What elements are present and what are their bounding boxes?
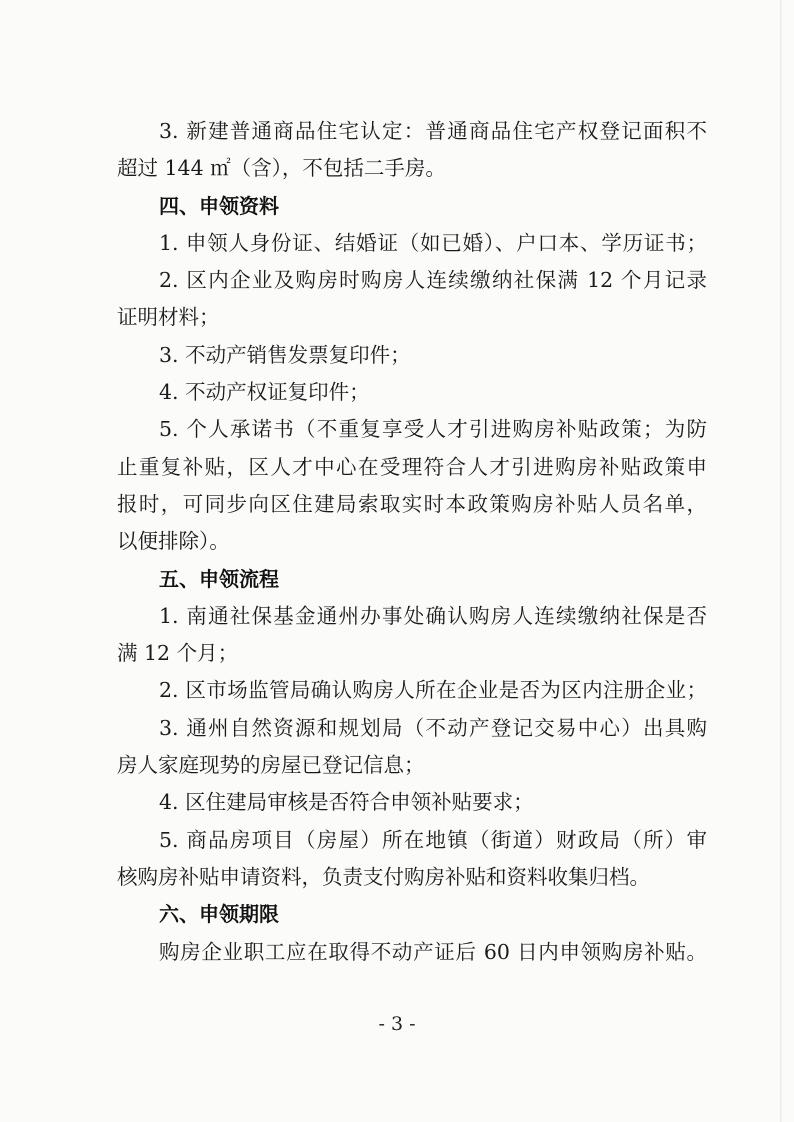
process-item-4: 4. 区住建局审核是否符合申领补贴要求； <box>159 790 534 815</box>
document-body <box>117 113 707 971</box>
materials-item-2-line-2: 证明材料； <box>117 305 220 330</box>
section-heading-application-process: 五、申领流程 <box>159 566 279 591</box>
materials-item-5-line-1: 5. 个人承诺书（不重复享受人才引进购房补贴政策；为防 <box>159 417 707 442</box>
process-item-5-line-1: 5. 商品房项目（房屋）所在地镇（街道）财政局（所）审 <box>159 827 707 852</box>
process-item-1-line-1: 1. 南通社保基金通州办事处确认购房人连续缴纳社保是否 <box>159 603 707 628</box>
scan-edge <box>780 0 782 1122</box>
item-3-new-housing-line-2: 超过 144 ㎡（含），不包括二手房。 <box>117 156 446 181</box>
materials-item-1: 1. 申领人身份证、结婚证（如已婚）、户口本、学历证书； <box>159 230 707 255</box>
materials-item-4: 4. 不动产权证复印件； <box>159 380 370 405</box>
section-heading-application-materials: 四、申领资料 <box>159 193 279 218</box>
deadline-paragraph: 购房企业职工应在取得不动产证后 60 日内申领购房补贴。 <box>159 939 707 964</box>
materials-item-5-line-3: 报时，可同步向区住建局索取实时本政策购房补贴人员名单， <box>117 491 707 516</box>
materials-item-5-line-2: 止重复补贴，区人才中心在受理符合人才引进购房补贴政策申 <box>117 454 707 479</box>
process-item-5-line-2: 核购房补贴申请资料，负责支付购房补贴和资料收集归档。 <box>117 864 650 889</box>
item-3-new-housing-line-1: 3. 新建普通商品住宅认定：普通商品住宅产权登记面积不 <box>159 119 707 143</box>
materials-item-3: 3. 不动产销售发票复印件； <box>159 342 411 367</box>
process-item-3-line-1: 3. 通州自然资源和规划局（不动产登记交易中心）出具购 <box>159 715 707 740</box>
page-number: - 3 - <box>378 1013 416 1035</box>
process-item-1-line-2: 满 12 个月； <box>117 641 239 666</box>
section-heading-application-deadline: 六、申领期限 <box>159 902 279 927</box>
process-item-3-line-2: 房人家庭现势的房屋已登记信息； <box>117 753 425 778</box>
materials-item-5-line-4: 以便排除）。 <box>117 529 230 554</box>
materials-item-2-line-1: 2. 区内企业及购房时购房人连续缴纳社保满 12 个月记录 <box>159 268 707 293</box>
process-item-2: 2. 区市场监管局确认购房人所在企业是否为区内注册企业； <box>159 678 707 703</box>
